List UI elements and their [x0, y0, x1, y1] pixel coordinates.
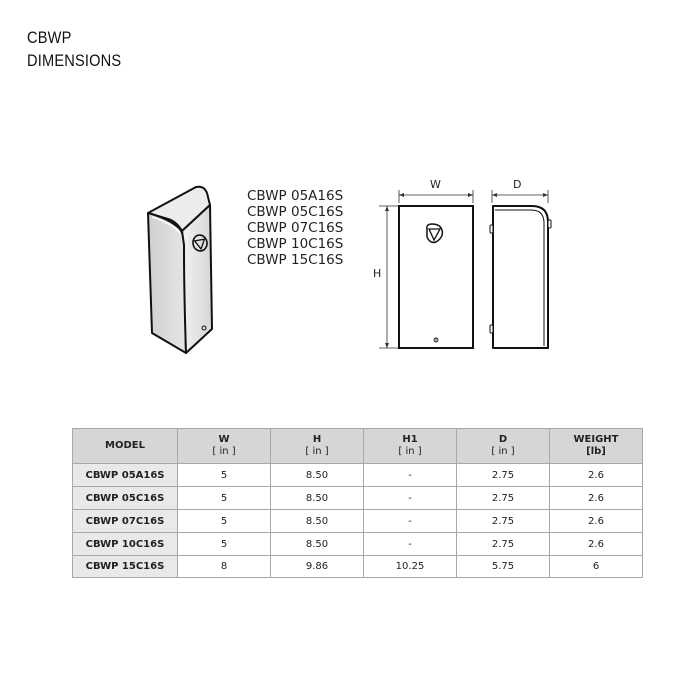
cell-model: CBWP 05C16S	[73, 487, 178, 510]
side-view-icon	[490, 206, 551, 348]
model-list-item: CBWP 10C16S	[247, 236, 344, 252]
height-dimension-line	[379, 206, 398, 348]
table-row	[73, 556, 643, 578]
cell-d: 2.75	[457, 510, 550, 533]
cell-h: 8.50	[271, 487, 364, 510]
cell-w: 8	[178, 556, 271, 578]
dimensions-table	[72, 428, 643, 578]
page-title	[27, 26, 121, 72]
header-d: D [ in ]	[457, 429, 550, 464]
cell-model: CBWP 15C16S	[73, 556, 178, 578]
cell-weight: 2.6	[550, 533, 643, 556]
cell-h: 9.86	[271, 556, 364, 578]
model-list-item: CBWP 05A16S	[247, 188, 344, 204]
cell-w: 5	[178, 510, 271, 533]
cell-h1: -	[364, 510, 457, 533]
cell-h1: -	[364, 464, 457, 487]
model-list-item: CBWP 05C16S	[247, 204, 344, 220]
header-model: MODEL	[73, 429, 178, 464]
cell-model: CBWP 07C16S	[73, 510, 178, 533]
table-row	[73, 533, 643, 556]
cell-w: 5	[178, 487, 271, 510]
table-header-row	[73, 429, 643, 464]
cell-h1: -	[364, 533, 457, 556]
depth-dimension-line	[492, 190, 548, 203]
width-dimension-line	[399, 190, 473, 203]
header-weight: WEIGHT [lb]	[550, 429, 643, 464]
table-row	[73, 510, 643, 533]
table-row	[73, 487, 643, 510]
cell-h: 8.50	[271, 533, 364, 556]
title-line-1: CBWP	[27, 28, 72, 47]
cell-weight: 2.6	[550, 510, 643, 533]
header-h1: H1 [ in ]	[364, 429, 457, 464]
cell-d: 2.75	[457, 464, 550, 487]
width-label: W	[430, 178, 441, 191]
header-w: W [ in ]	[178, 429, 271, 464]
cell-h1: -	[364, 487, 457, 510]
cell-model: CBWP 05A16S	[73, 464, 178, 487]
cell-weight: 2.6	[550, 487, 643, 510]
front-view-icon	[399, 206, 473, 348]
cell-d: 2.75	[457, 533, 550, 556]
cell-model: CBWP 10C16S	[73, 533, 178, 556]
cell-weight: 2.6	[550, 464, 643, 487]
dimension-drawing	[370, 175, 570, 360]
model-list-item: CBWP 07C16S	[247, 220, 344, 236]
cell-d: 2.75	[457, 487, 550, 510]
height-label: H	[373, 267, 382, 280]
depth-label: D	[513, 178, 522, 191]
cell-h: 8.50	[271, 464, 364, 487]
title-line-2: DIMENSIONS	[27, 51, 122, 70]
cell-h1: 10.25	[364, 556, 457, 578]
cell-h: 8.50	[271, 510, 364, 533]
cell-d: 5.75	[457, 556, 550, 578]
model-list-item: CBWP 15C16S	[247, 252, 344, 268]
table-row	[73, 464, 643, 487]
cell-w: 5	[178, 464, 271, 487]
isometric-enclosure-icon	[140, 183, 220, 358]
cell-w: 5	[178, 533, 271, 556]
cell-weight: 6	[550, 556, 643, 578]
header-h: H [ in ]	[271, 429, 364, 464]
model-list	[247, 188, 343, 268]
